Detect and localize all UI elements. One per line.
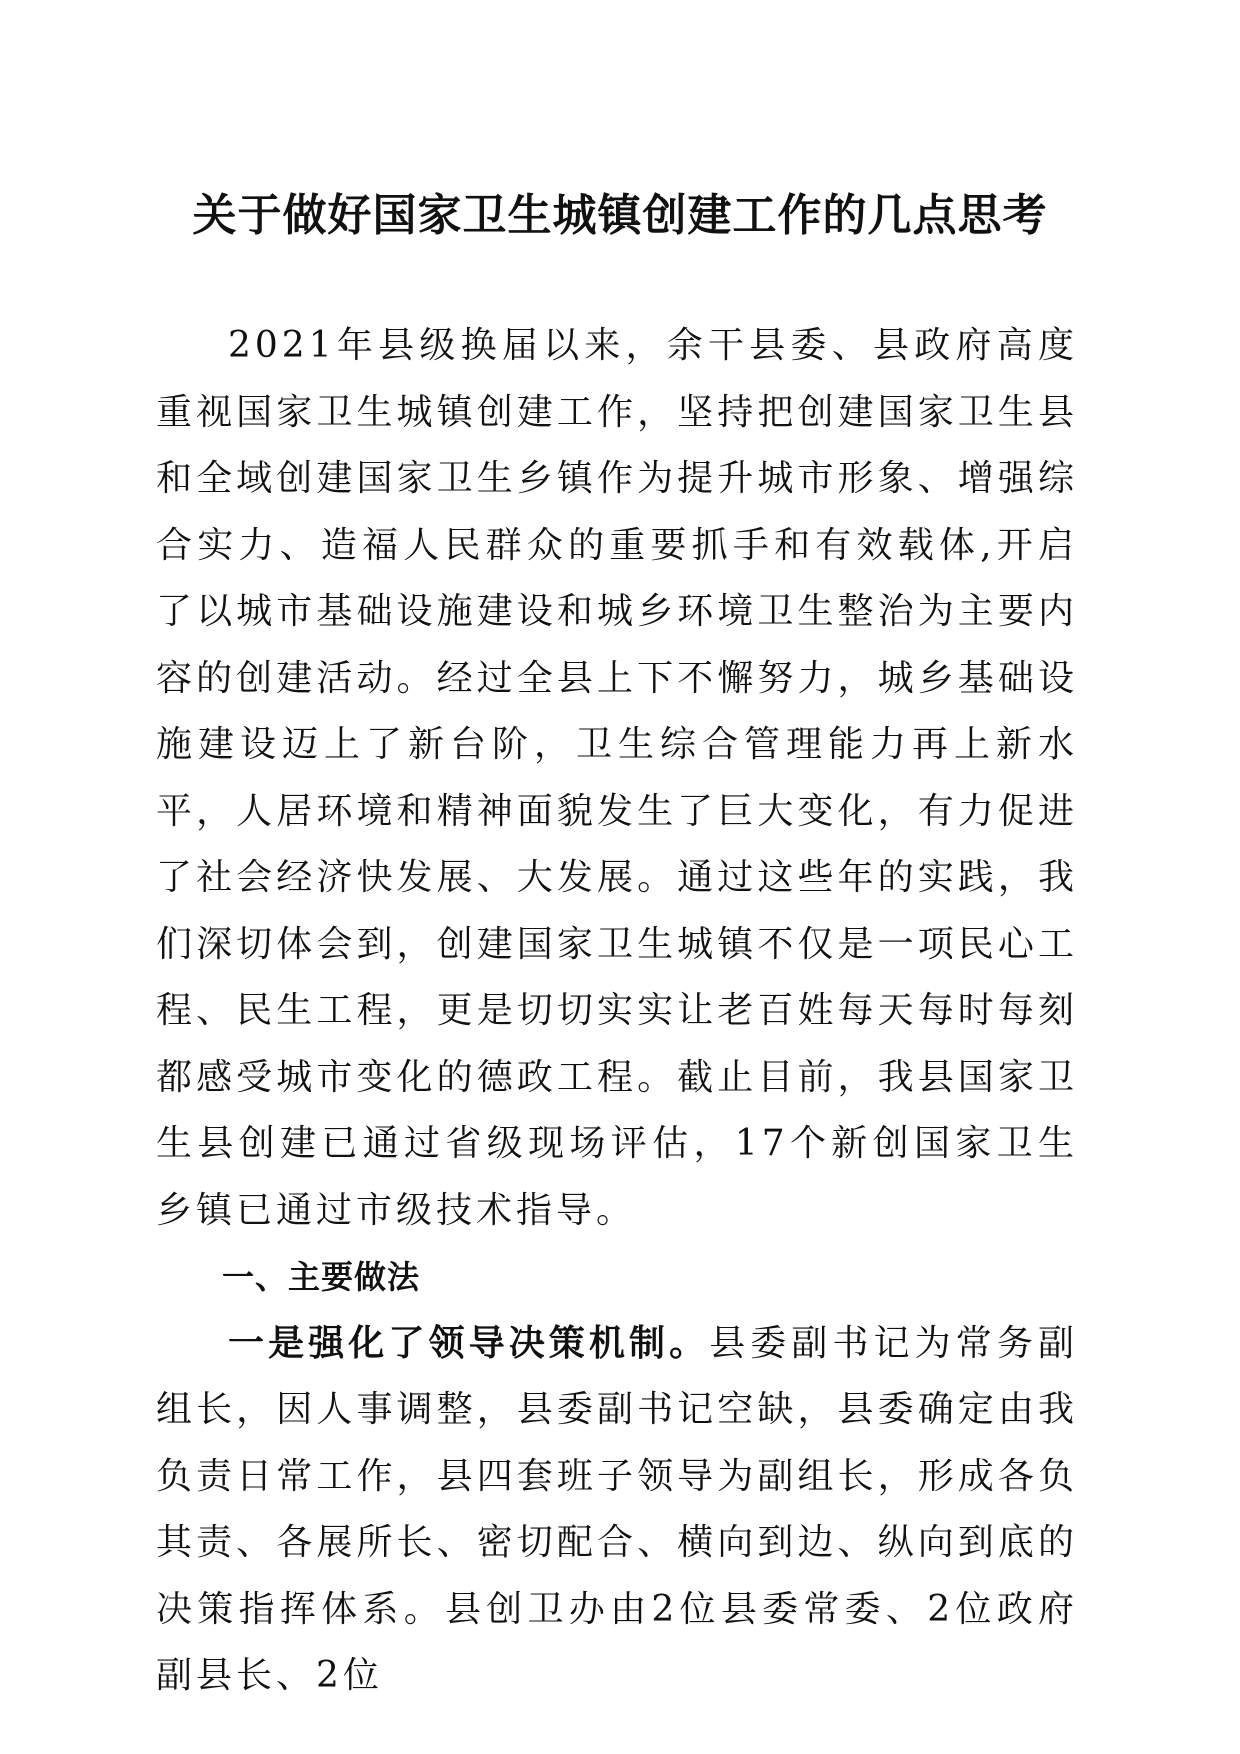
point-one-text: 县委副书记为常务副组长，因人事调整，县委副书记空缺，县委确定由我负责日常工作，县四套班子领导为副组长，形成各负其责、各展所长、密切配合、横向到边、纵向到底的决策指挥体系。县创卫办由2位县委常委、2位政府副县长、2位 bbox=[156, 1322, 1078, 1696]
point-one-lead: 一是强化了领导决策机制。 bbox=[228, 1322, 710, 1364]
document-title: 关于做好国家卫生城镇创建工作的几点思考 bbox=[192, 190, 1048, 241]
section-heading: 一、主要做法 bbox=[222, 1258, 421, 1296]
document-body bbox=[156, 313, 1078, 1710]
point-one-paragraph bbox=[156, 1311, 1078, 1710]
intro-paragraph: 2021年县级换届以来，余干县委、县政府高度重视国家卫生城镇创建工作，坚持把创建国家卫生县和全域创建国家卫生乡镇作为提升城市形象、增强综合实力、造福人民群众的重要抓手和有效载体,开启了以城市基础设施建设和城乡环境卫生整治为主要内容的创建活动。经过全县上下不懈努力，城乡基础设施建设迈上了新台阶，卫生综合管理能力再上新水平，人居环境和精神面貌发生了巨大变化，有力促进了社会经济快发展、大发展。通过这些年的实践，我们深切体会到，创建国家卫生城镇不仅是一项民心工程、民生工程，更是切切实实让老百姓每天每时每刻都感受城市变化的德政工程。截止目前，我县国家卫生县创建已通过省级现场评估，17个新创国家卫生乡镇已通过市级技术指导。 bbox=[156, 325, 1078, 1231]
